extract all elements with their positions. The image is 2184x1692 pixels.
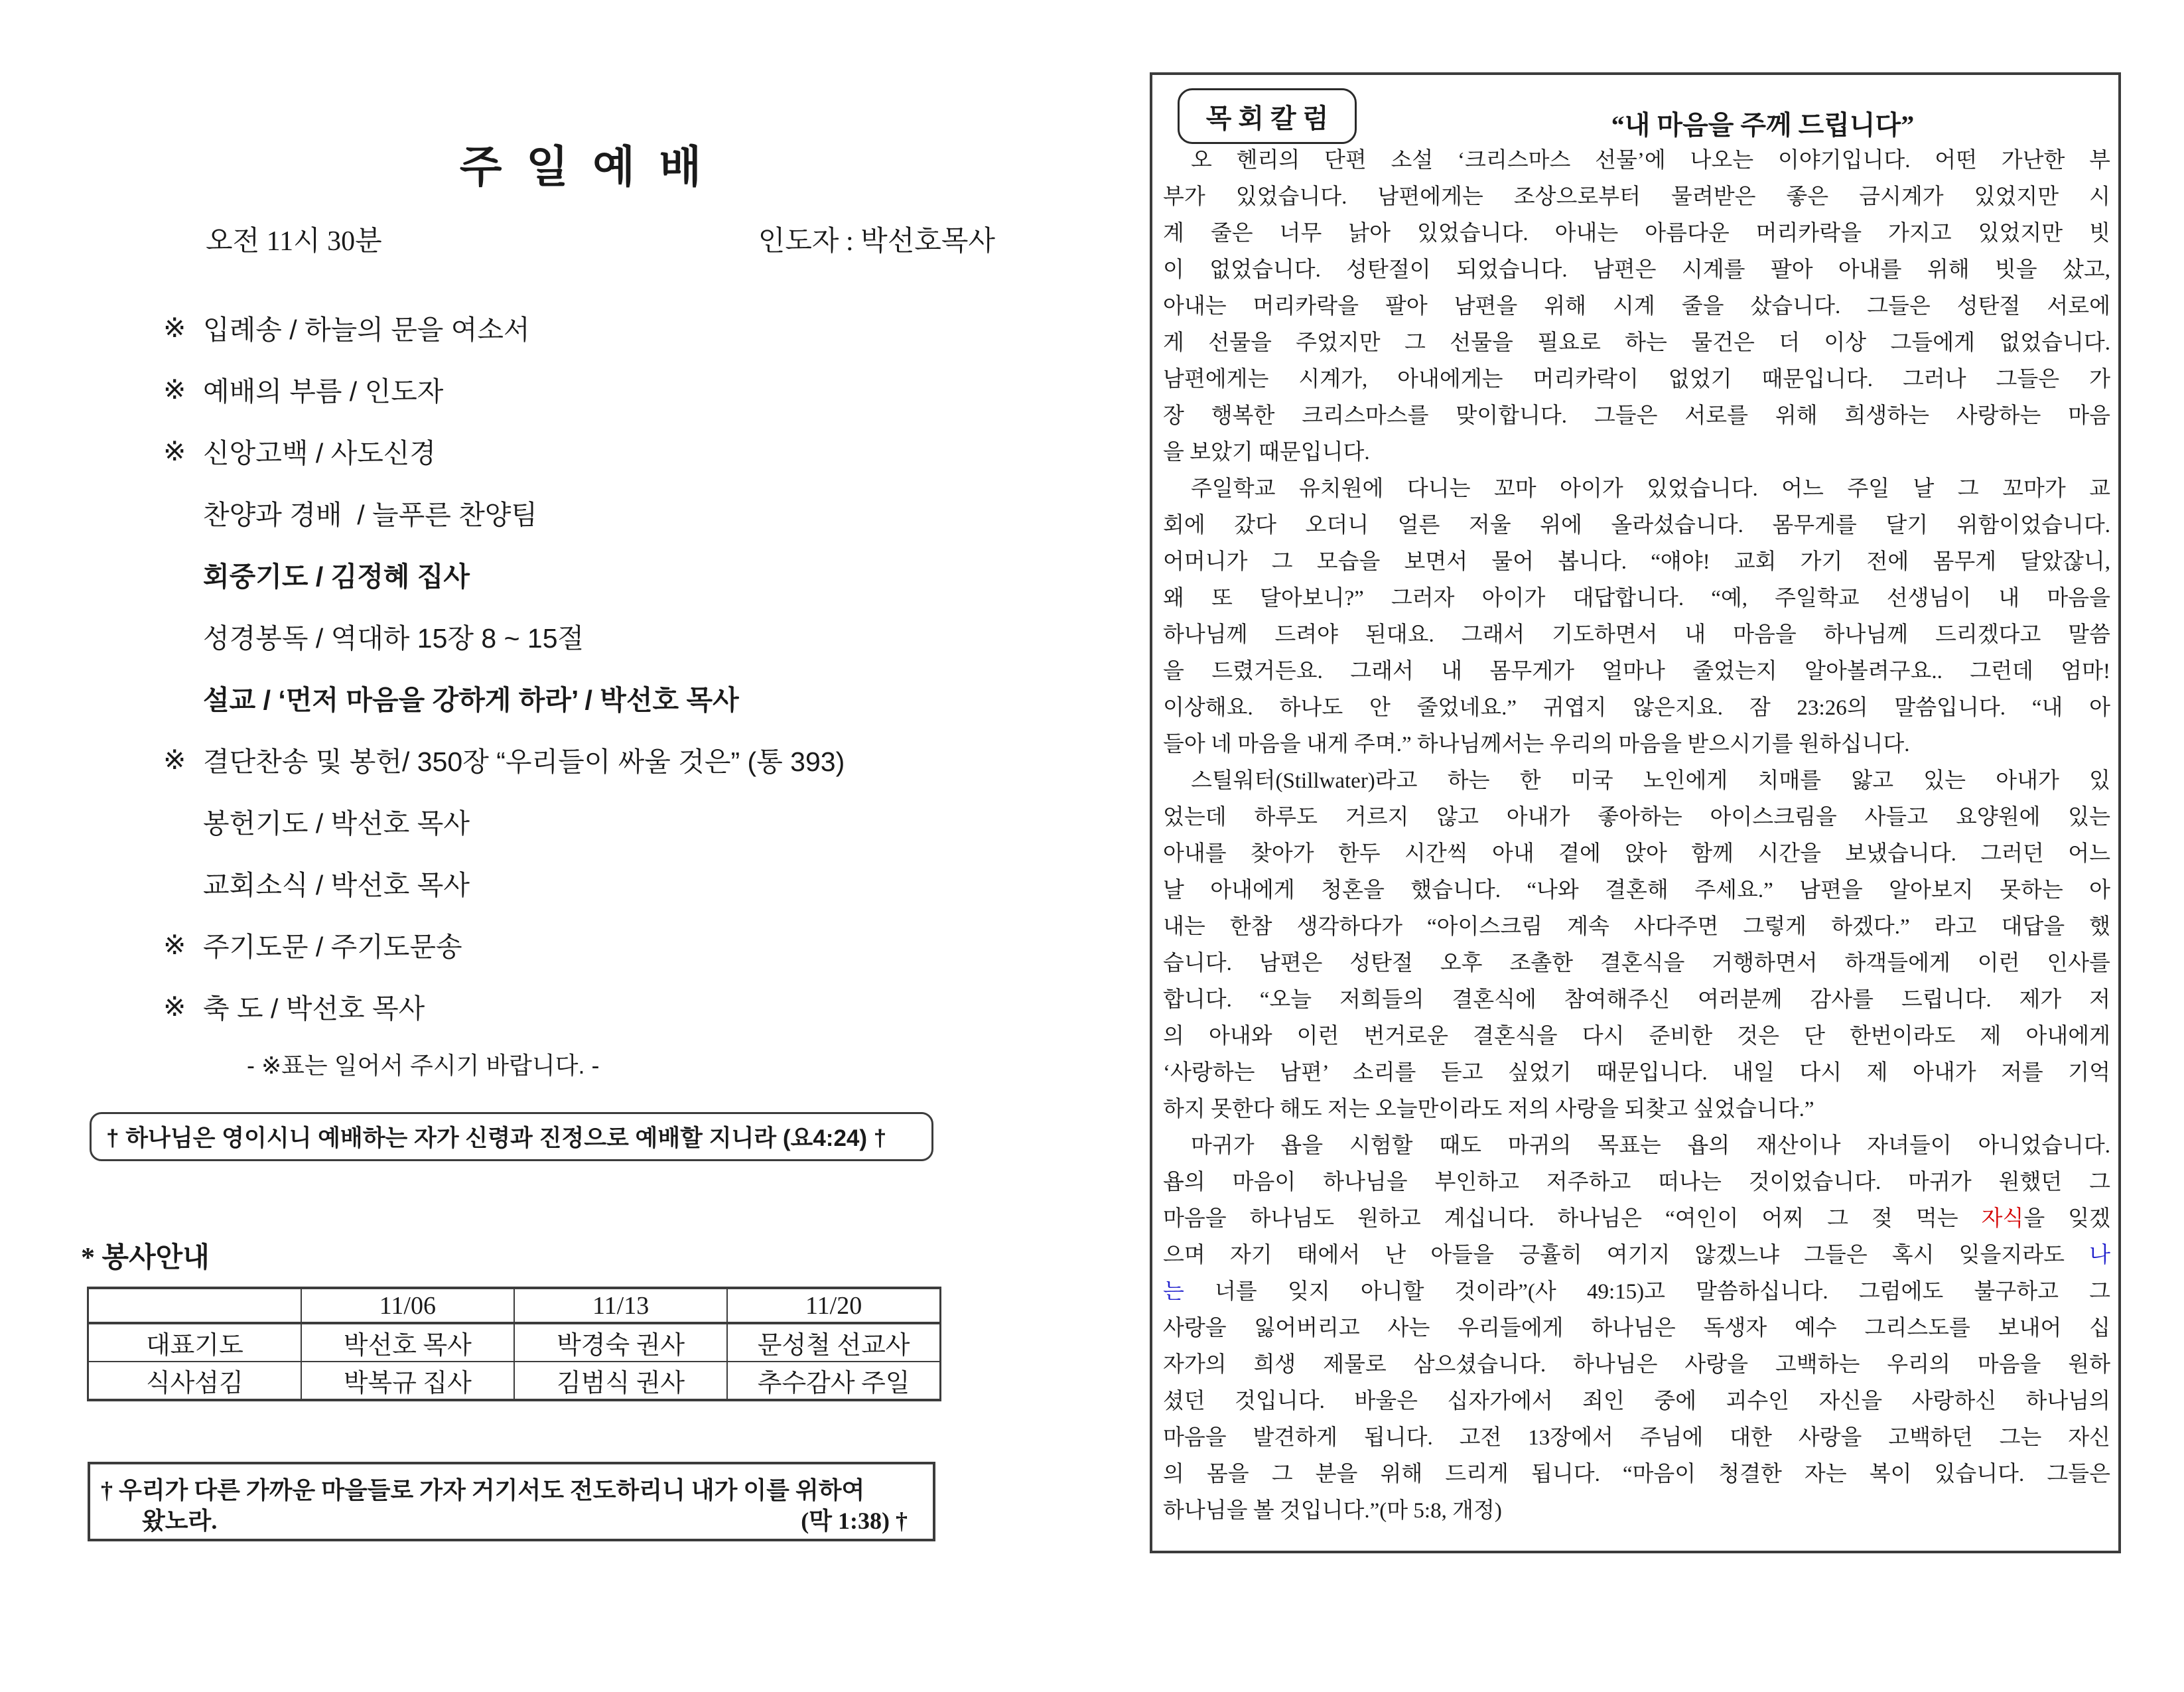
column-text-line: [1163, 1055, 2110, 1092]
text-segment: 왜 또 달아보니?” 그러자 아이가 대답합니다. “예, 주일학교 선생님이 내 마음을: [1163, 587, 2110, 610]
column-text-line: [1163, 325, 2110, 362]
text-segment: 스틸워터(Stillwater)라고 하는 한 미국 노인에게 치매를 앓고 있는 아내가 있: [1191, 769, 2110, 793]
text-segment: 들아 네 마음을 내게 주며.” 하나님께서는 우리의 마음을 받으시기를 원하십니다.: [1163, 733, 1910, 756]
pastoral-column-box: [1150, 72, 2121, 1553]
stand-marker: ※: [163, 312, 186, 343]
column-text-line: [1163, 1493, 2110, 1529]
service-item: [163, 667, 1046, 729]
text-segment: 부가 있었습니다. 남편에게는 조상으로부터 물려받은 좋은 금시계가 있었지만 시: [1163, 185, 2110, 209]
service-item: [163, 297, 1046, 358]
service-item: [163, 358, 1046, 420]
text-segment: 하나님을 볼 것입니다.”(마 5:8, 개정): [1163, 1499, 1502, 1523]
highlighted-word: 는: [1163, 1280, 1184, 1304]
table-cell: 박경숙 권사: [514, 1323, 727, 1362]
service-item: [163, 543, 1046, 605]
column-text-line: [1163, 435, 2110, 471]
service-header-row: [93, 224, 1015, 259]
column-text-line: [1163, 398, 2110, 435]
column-text-line: [1163, 1019, 2110, 1055]
text-segment: 사랑을 잃어버리고 사는 우리들에게 하나님은 독생자 예수 그리스도를 보내어 십: [1163, 1316, 2110, 1340]
column-text-line: [1163, 471, 2110, 508]
column-text-line: [1163, 909, 2110, 946]
service-time: 오전 11시 30분: [206, 226, 382, 257]
column-text-line: [1163, 1164, 2110, 1201]
service-item-label: 입례송 / 하늘의 문을 여소서: [203, 315, 530, 345]
column-tag-box: [1178, 88, 1357, 144]
column-text-line: [1163, 946, 2110, 982]
text-segment: 이상해요. 하나도 안 줄었네요.” 귀엽지 않은지요. 잠 23:26의 말씀입니다. “내 아: [1163, 696, 2110, 720]
column-tag-label: 목 회 칼 럼: [1205, 103, 1329, 133]
verse-box-bottom: [88, 1462, 935, 1541]
column-text-line: [1163, 654, 2110, 690]
column-text-line: [1163, 1347, 2110, 1383]
stand-marker: ※: [163, 929, 186, 960]
volunteer-table: [87, 1287, 941, 1401]
column-text-line: [1163, 1310, 2110, 1347]
text-segment: 합니다. “오늘 저희들의 결혼식에 참여해주신 여러분께 감사를 드립니다. 제가 저: [1163, 988, 2110, 1012]
text-segment: 으며 자기 태에서 난 아들을 긍휼히 여기지 않겠느냐 그들은 혹시 잊을지라도: [1163, 1243, 2090, 1267]
text-segment: 내는 한참 생각하다가 “아이스크림 계속 사다주면 그렇게 하겠다.” 라고 대답을 했: [1163, 915, 2110, 939]
column-text-line: [1163, 1237, 2110, 1274]
table-cell: 11/13: [514, 1288, 727, 1323]
column-text-line: [1163, 508, 2110, 544]
column-text-line: [1163, 1420, 2110, 1456]
service-order-list: [163, 297, 1046, 1037]
service-item-label: 결단찬송 및 봉헌/ 350장 “우리들이 싸울 것은” (통 393): [203, 746, 845, 777]
text-segment: 계 줄은 너무 낡아 있었습니다. 아내는 아름다운 머리카락을 가지고 있었지만 빗: [1163, 222, 2110, 246]
text-segment: 셨던 것입니다. 바울은 십자가에서 죄인 중에 괴수인 자신을 사랑하신 하나님의: [1163, 1389, 2110, 1413]
text-segment: 어머니가 그 모습을 보면서 물어 봅니다. “얘야! 교회 가기 전에 몸무게 달았잖니,: [1163, 550, 2110, 574]
table-cell: 김범식 권사: [514, 1362, 727, 1400]
text-segment: 게 선물을 주었지만 그 선물을 필요로 하는 물건은 더 이상 그들에게 없었습니다.: [1163, 331, 2110, 355]
verse-bottom-line1: † 우리가 다른 가까운 마을들로 가자 거기서도 전도하리니 내가 이를 위하여: [101, 1477, 865, 1504]
verse-box-top: [90, 1112, 933, 1161]
text-segment: ‘사랑하는 남편’ 소리를 듣고 싶었기 때문입니다. 내일 다시 제 아내가 저를 기억: [1163, 1061, 2110, 1085]
service-item: [163, 482, 1046, 543]
text-segment: 하지 못한다 해도 저는 오늘만이라도 저의 사랑을 되찾고 싶었습니다.”: [1163, 1097, 1814, 1121]
text-segment: 을 드렸거든요. 그래서 내 몸무게가 얼마나 줄었는지 알아볼려구요.. 그런데 엄마!: [1163, 660, 2110, 683]
service-item-label: 회중기도 / 김정혜 집사: [203, 561, 470, 592]
service-item: [163, 914, 1046, 975]
column-title: “내 마음을 주께 드립니다”: [1611, 110, 1915, 140]
text-segment: 의 몸을 그 분을 위해 드리게 됩니다. “마음이 청결한 자는 복이 있습니다. 그들은: [1163, 1462, 2110, 1486]
column-text-line: [1163, 252, 2110, 289]
service-item-label: 성경봉독 / 역대하 15장 8 ~ 15절: [203, 623, 584, 654]
text-segment: 을 보았기 때문입니다.: [1163, 441, 1370, 464]
service-item-label: 찬양과 경배 / 늘푸른 찬양팀: [203, 500, 538, 530]
stand-note: - ※표는 일어서 주시기 바랍니다. -: [247, 1052, 600, 1079]
column-text-line: [1163, 216, 2110, 252]
text-segment: 장 행복한 크리스마스를 맞이합니다. 그들은 서로를 위해 희생하는 사랑하는 마음: [1163, 404, 2110, 428]
text-segment: 아내를 찾아가 한두 시간씩 아내 곁에 앉아 함께 시간을 보냈습니다. 그러던 어느: [1163, 842, 2110, 866]
column-text-line: [1163, 581, 2110, 617]
service-item-label: 교회소식 / 박선호 목사: [203, 870, 470, 900]
verse-bottom-ref: (막 1:38) †: [801, 1508, 908, 1534]
text-segment: 의 아내와 이런 번거로운 결혼식을 다시 준비한 것은 단 한번이라도 제 아내에게: [1163, 1024, 2110, 1048]
text-segment: 남편에게는 시계가, 아내에게는 머리카락이 없었기 때문입니다. 그러나 그들은 가: [1163, 368, 2110, 391]
stand-marker: ※: [163, 991, 186, 1022]
service-item-label: 예배의 부름 / 인도자: [203, 376, 444, 407]
service-item: [163, 790, 1046, 852]
text-segment: 마음을 발견하게 됩니다. 고전 13장에서 주님에 대한 사랑을 고백하던 그는 자신: [1163, 1426, 2110, 1450]
column-text-line: [1163, 800, 2110, 836]
column-text-line: [1163, 763, 2110, 800]
column-text-line: [1163, 727, 2110, 763]
service-item: [163, 420, 1046, 482]
table-row: [88, 1323, 941, 1362]
service-leader: 인도자 : 박선호목사: [758, 226, 995, 257]
column-text-line: [1163, 1201, 2110, 1237]
column-text-line: [1163, 1128, 2110, 1164]
column-text-line: [1163, 873, 2110, 909]
table-cell: 11/06: [301, 1288, 514, 1323]
column-text-line: [1163, 362, 2110, 398]
verse-bottom-line2: 왔노라.: [142, 1508, 218, 1534]
table-row: [88, 1362, 941, 1400]
page-title: 주 일 예 배: [459, 143, 709, 192]
verse-top-text: † 하나님은 영이시니 예배하는 자가 신령과 진정으로 예배할 지니라 (요4:24) †: [106, 1125, 887, 1151]
service-item-label: 주기도문 / 주기도문송: [203, 932, 462, 962]
service-item: [163, 729, 1046, 790]
table-cell: [88, 1288, 301, 1323]
column-text-line: [1163, 1092, 2110, 1128]
stand-marker: ※: [163, 744, 186, 775]
text-segment: 욥의 마음이 하나님을 부인하고 저주하고 떠나는 것이었습니다. 마귀가 원했던 그: [1163, 1170, 2110, 1194]
column-text-line: [1163, 1274, 2110, 1310]
column-text-line: [1163, 690, 2110, 727]
volunteer-heading: * 봉사안내: [81, 1243, 210, 1273]
column-text-line: [1163, 179, 2110, 216]
text-segment: 을 잊겠: [2023, 1207, 2110, 1231]
table-cell: 식사섬김: [88, 1362, 301, 1400]
column-text-line: [1163, 289, 2110, 325]
table-cell: 박선호 목사: [301, 1323, 514, 1362]
text-segment: 너를 잊지 아니할 것이라”(사 49:15)고 말씀하십니다. 그럼에도 불구하고 그: [1184, 1280, 2110, 1304]
column-text-line: [1163, 1383, 2110, 1420]
column-text-line: [1163, 836, 2110, 873]
column-text-line: [1163, 143, 2110, 179]
service-item-label: 축 도 / 박선호 목사: [203, 993, 425, 1024]
service-item: [163, 605, 1046, 667]
table-cell: 11/20: [727, 1288, 940, 1323]
column-text-line: [1163, 982, 2110, 1019]
text-segment: 었는데 하루도 거르지 않고 아내가 좋아하는 아이스크림을 사들고 요양원에 있는: [1163, 806, 2110, 829]
service-item-label: 신앙고백 / 사도신경: [203, 438, 437, 468]
text-segment: 회에 갔다 오더니 얼른 저울 위에 올라섰습니다. 몸무게를 달기 위함이었습니다.: [1163, 514, 2110, 537]
stand-marker: ※: [163, 374, 186, 405]
service-item-label: 봉헌기도 / 박선호 목사: [203, 808, 470, 839]
column-text-line: [1163, 1456, 2110, 1493]
table-cell: 박복규 집사: [301, 1362, 514, 1400]
column-text-line: [1163, 617, 2110, 654]
text-segment: 아내는 머리카락을 팔아 남편을 위해 시계 줄을 샀습니다. 그들은 성탄절 서로에: [1163, 295, 2110, 318]
text-segment: 습니다. 남편은 성탄절 오후 조촐한 결혼식을 거행하면서 하객들에게 이런 인사를: [1163, 952, 2110, 975]
column-body: [1163, 143, 2110, 1529]
text-segment: 자가의 희생 제물로 삼으셨습니다. 하나님은 사랑을 고백하는 우리의 마음을 원하: [1163, 1353, 2110, 1377]
service-item-label: 설교 / ‘먼저 마음을 강하게 하라’ / 박선호 목사: [203, 685, 739, 715]
table-cell: 문성철 선교사: [727, 1323, 940, 1362]
highlighted-word: 나: [2089, 1243, 2110, 1267]
service-item: [163, 975, 1046, 1037]
column-text-line: [1163, 544, 2110, 581]
text-segment: 마귀가 욥을 시험할 때도 마귀의 목표는 욥의 재산이나 자녀들이 아니었습니다.: [1191, 1134, 2110, 1158]
text-segment: 주일학교 유치원에 다니는 꼬마 아이가 있었습니다. 어느 주일 날 그 꼬마가 교: [1191, 477, 2110, 501]
table-row: [88, 1288, 941, 1323]
text-segment: 이 없었습니다. 성탄절이 되었습니다. 남편은 시계를 팔아 아내를 위해 빗을 샀고,: [1163, 258, 2110, 282]
text-segment: 날 아내에게 청혼을 했습니다. “나와 결혼해 주세요.” 남편을 알아보지 못하는 아: [1163, 879, 2110, 902]
table-cell: 대표기도: [88, 1323, 301, 1362]
highlighted-word: 자식: [1981, 1207, 2024, 1231]
text-segment: 오 헨리의 단편 소설 ‘크리스마스 선물’에 나오는 이야기입니다. 어떤 가난한 부: [1191, 149, 2110, 173]
text-segment: 마음을 하나님도 원하고 계십니다. 하나님은 “여인이 어찌 그 젖 먹는: [1163, 1207, 1982, 1231]
service-item: [163, 852, 1046, 914]
stand-marker: ※: [163, 435, 186, 466]
table-cell: 추수감사 주일: [727, 1362, 940, 1400]
text-segment: 하나님께 드려야 된대요. 그래서 기도하면서 내 마음을 하나님께 드리겠다고 말씀: [1163, 623, 2110, 647]
